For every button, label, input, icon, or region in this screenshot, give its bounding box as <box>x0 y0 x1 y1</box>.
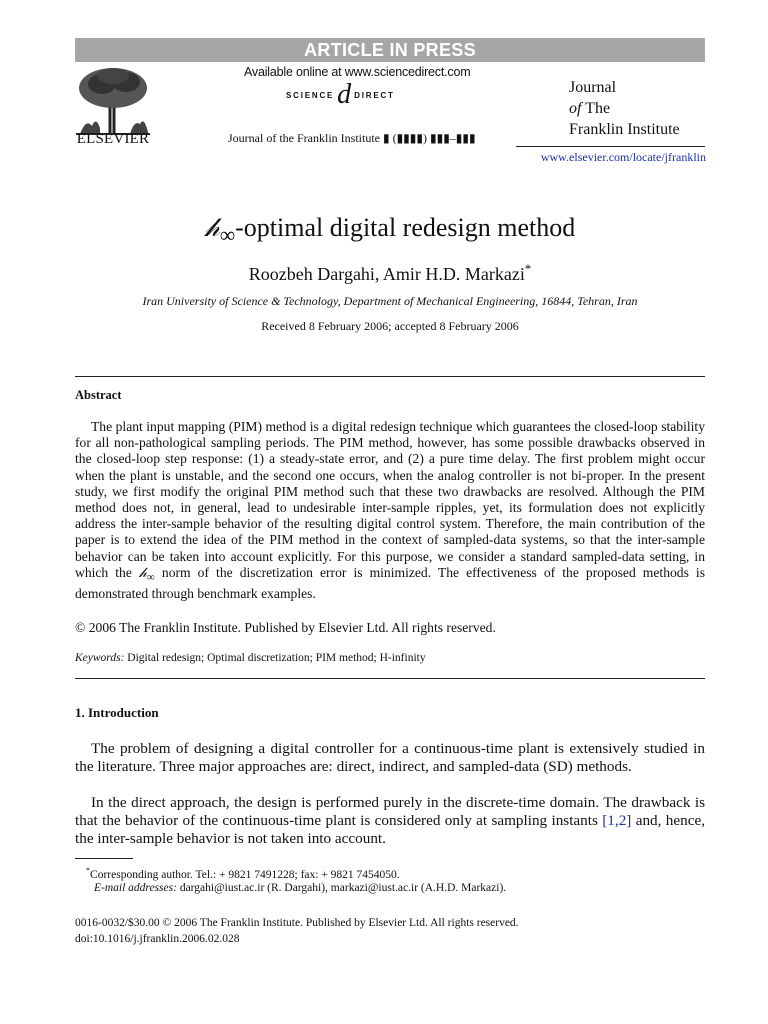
journal-name-block <box>569 77 709 140</box>
footnote-rule <box>75 858 133 859</box>
intro-p2-text-1: In the direct approach, the design is performed purely in the discrete-time domain. The drawback is that the behavior of the continuous-time plant is considered only at sampling instants <box>75 794 705 829</box>
author-names: Roozbeh Dargahi, Amir H.D. Markazi <box>248 264 525 284</box>
keywords <box>75 652 705 664</box>
journal-name-the: The <box>585 100 611 117</box>
intro-p2-text-2: and, hence, the inter-sample behavior is not taken into account. <box>75 811 705 847</box>
sd-left-word: SCIENCE <box>286 90 335 100</box>
keywords-label: Keywords: <box>75 652 125 664</box>
publisher-name: ELSEVIER <box>76 131 150 147</box>
abstract-body <box>75 419 705 602</box>
keywords-text: Digital redesign; Optimal discretization; PIM method; H-infinity <box>124 652 426 664</box>
authors <box>80 262 700 285</box>
sd-mark-icon: d <box>337 79 352 110</box>
infinity-subscript: ∞ <box>219 223 236 248</box>
abstract-top-rule <box>75 376 705 377</box>
abstract-text-2: norm of the discretization error is minimized. The effectiveness of the proposed methods is demonstrated through benchmark examples. <box>75 564 705 601</box>
abstract-norm-symbol: 𝒽 <box>138 564 147 580</box>
sciencedirect-logo <box>286 79 456 110</box>
h-infinity-symbol: 𝒽 <box>204 213 220 242</box>
journal-name-line1: Journal <box>569 79 617 96</box>
intro-paragraph-2 <box>75 794 705 847</box>
abstract-norm-subscript: ∞ <box>146 571 155 584</box>
received-dates: Received 8 February 2006; accepted 8 February 2006 <box>261 319 519 333</box>
abstract-text-1: The plant input mapping (PIM) method is a digital redesign technique which guarantees the closed-loop stability for all non-pathological sampling periods. The PIM method, however, has some possible drawbacks observed in the closed-loop step response: (1) a steady-state error, and (2) a pure time delay. The first problem might occur when the plant is unstable, and the second one occurs, when the analog controller is not bi-proper. In the present study, we first modify the original PIM method such that these two drawbacks are resolved. Although the PIM method does not, in general, lead to undesirable inter-sample ripples, yet, its formulation does not explicitly address the inter-sample behavior of the resulting digital control system. Therefore, the main contribution of the paper is to extend the idea of the PIM method in the context of sampled-data systems, so that the inter-sample behavior can be taken into account explicitly. For this purpose, we consider a standard sampled-data setting, in which the <box>75 419 705 580</box>
journal-rule <box>516 146 705 147</box>
footnote-emails <box>94 882 506 894</box>
email-text: dargahi@iust.ac.ir (R. Dargahi), markazi@iust.ac.ir (A.H.D. Markazi). <box>176 882 507 894</box>
abstract-bottom-rule <box>75 678 705 679</box>
sd-right-word: DIRECT <box>354 90 395 100</box>
corresponding-author-link[interactable]: * <box>524 262 532 276</box>
footnote-mark: * <box>86 866 91 875</box>
journal-reference: Journal of the Franklin Institute ▮ (▮▮▮▮) ▮▮▮–▮▮▮ <box>228 131 476 145</box>
citation-link[interactable]: [1,2] <box>602 811 632 829</box>
journal-name-of: of <box>569 100 582 117</box>
intro-paragraph-1: The problem of designing a digital controller for a continuous-time plant is extensively studied in the literature. Three major approaches are: direct, indirect, and sampled-data (SD) methods. <box>75 740 705 775</box>
available-online-link[interactable]: Available online at www.sciencedirect.com <box>244 65 471 79</box>
doi-line: doi:10.1016/j.jfranklin.2006.02.028 <box>75 933 240 945</box>
footnote-corresponding-text: Corresponding author. Tel.: + 9821 7491228; fax: + 9821 7454050. <box>90 868 400 881</box>
affiliation: Iran University of Science & Technology, Department of Mechanical Engineering, 16844, Tehran, Iran <box>142 294 638 308</box>
issn-line: 0016-0032/$30.00 © 2006 The Franklin Institute. Published by Elsevier Ltd. All rights reserved. <box>75 917 519 929</box>
journal-name-line3: Franklin Institute <box>569 121 680 138</box>
article-in-press-banner: ARTICLE IN PRESS <box>75 38 705 62</box>
email-label: E-mail addresses: <box>94 882 177 894</box>
footnote-corresponding <box>86 866 400 881</box>
paper-title <box>80 213 700 248</box>
journal-url-link[interactable]: www.elsevier.com/locate/jfranklin <box>540 150 706 164</box>
elsevier-tree-logo-icon <box>72 66 154 136</box>
journal-name-line2 <box>569 98 709 119</box>
abstract-heading: Abstract <box>75 388 122 402</box>
abstract-copyright: © 2006 The Franklin Institute. Published by Elsevier Ltd. All rights reserved. <box>75 620 496 635</box>
section-heading-introduction: 1. Introduction <box>75 705 159 720</box>
title-text: -optimal digital redesign method <box>235 213 576 242</box>
